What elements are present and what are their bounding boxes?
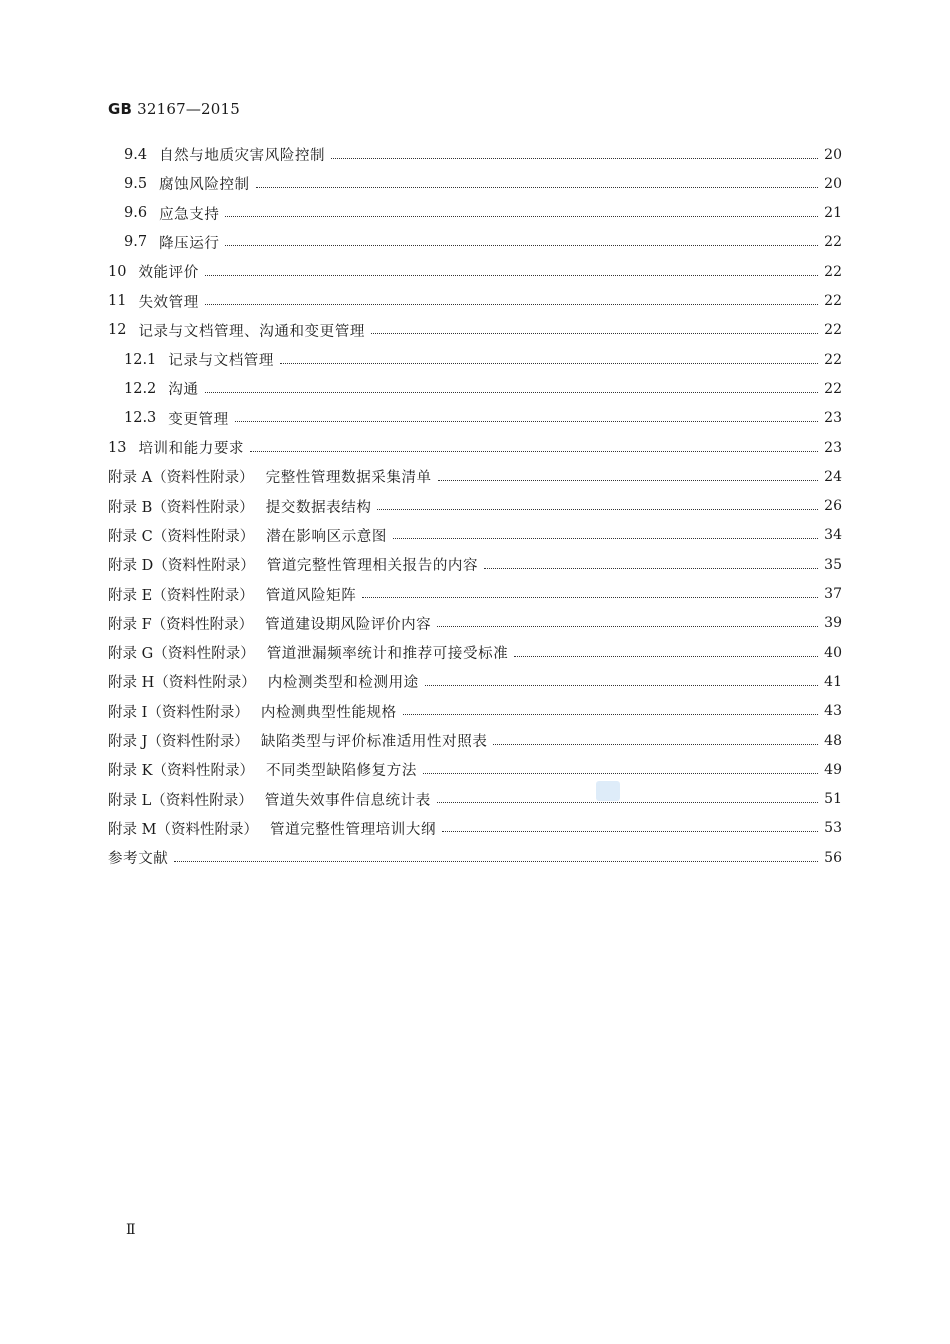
toc-entry-page: 56 [824, 849, 842, 866]
toc-entry[interactable] [108, 433, 842, 462]
toc-entry-page: 22 [824, 234, 842, 251]
dot-leader [205, 303, 818, 305]
toc-entry[interactable] [108, 550, 842, 579]
toc-entry-title: 记录与文档管理、沟通和变更管理 [138, 323, 365, 340]
toc-entry-page: 53 [824, 820, 842, 837]
dot-leader [514, 655, 818, 657]
toc-entry-title: 管道建设期风险评价内容 [265, 616, 432, 633]
toc-entry-page: 22 [824, 380, 842, 397]
toc-entry-number: 附录 D（资料性附录） [108, 558, 255, 575]
toc-entry[interactable] [108, 814, 842, 843]
toc-entry[interactable] [124, 228, 842, 257]
toc-entry-page: 40 [824, 644, 842, 661]
toc-entry-title: 应急支持 [159, 206, 220, 223]
toc-entry-number: 9.7 [124, 234, 148, 251]
dot-leader [437, 801, 818, 803]
toc-entry[interactable] [108, 257, 842, 286]
toc-entry[interactable] [124, 140, 842, 169]
toc-entry-title: 不同类型缺陷修复方法 [265, 763, 417, 780]
document-header [108, 100, 240, 118]
toc-entry-title: 管道完整性管理培训大纲 [269, 821, 437, 838]
toc-entry-page: 22 [824, 263, 842, 280]
toc-entry-page: 35 [824, 556, 842, 573]
toc-entry[interactable] [108, 462, 842, 491]
toc-entry[interactable] [108, 726, 842, 755]
dot-leader [331, 157, 818, 159]
toc-entry-page: 23 [824, 439, 842, 456]
toc-entry-number: 9.6 [124, 205, 148, 222]
toc-entry[interactable] [108, 755, 842, 784]
toc-entry-title: 管道泄漏频率统计和推荐可接受标准 [266, 646, 509, 663]
toc-entry-number: 附录 F（资料性附录） [108, 616, 254, 633]
toc-entry[interactable] [108, 785, 842, 814]
toc-entry-title: 自然与地质灾害风险控制 [159, 148, 326, 164]
toc-entry-title: 记录与文档管理 [168, 353, 274, 370]
toc-entry-page: 41 [824, 673, 842, 690]
dot-leader [174, 860, 818, 862]
dot-leader [280, 362, 818, 364]
dot-leader [484, 567, 818, 569]
toc-entry[interactable] [124, 169, 842, 198]
toc-entry-page: 20 [824, 175, 842, 192]
toc-entry-page: 22 [824, 351, 842, 368]
toc-entry[interactable] [108, 316, 842, 345]
dot-leader [423, 772, 818, 774]
dot-leader [235, 420, 818, 422]
toc-entry-page: 20 [824, 146, 842, 163]
dot-leader [493, 743, 818, 745]
toc-entry-page: 39 [824, 615, 842, 632]
dot-leader [377, 508, 818, 510]
dot-leader [437, 625, 818, 627]
toc-entry-number: 附录 L（资料性附录） [108, 792, 253, 809]
toc-entry-number: 附录 G（资料性附录） [108, 646, 255, 663]
toc-entry-number: 12.1 [124, 351, 157, 368]
toc-entry[interactable] [108, 492, 842, 521]
toc-entry-title: 失效管理 [138, 294, 199, 311]
toc-entry-number: 9.4 [124, 146, 148, 163]
toc-entry-number: 附录 J（资料性附录） [108, 734, 249, 750]
toc-entry-title: 完整性管理数据采集清单 [265, 470, 432, 487]
toc-entry-title: 参考文献 [108, 851, 169, 868]
dot-leader [225, 215, 818, 217]
dot-leader [205, 391, 819, 393]
toc-entry[interactable] [124, 199, 842, 228]
toc-entry-number: 附录 B（资料性附录） [108, 499, 254, 516]
toc-entry[interactable] [108, 521, 842, 550]
toc-entry-page: 37 [824, 586, 842, 602]
toc-entry-title: 培训和能力要求 [138, 441, 245, 457]
toc-entry-title: 管道失效事件信息统计表 [264, 792, 431, 809]
standard-number: 32167—2015 [137, 100, 241, 118]
dot-leader [205, 274, 818, 276]
toc-entry-number: 附录 K（资料性附录） [108, 763, 254, 780]
toc-entry[interactable] [108, 697, 842, 726]
toc-entry-number: 9.5 [124, 175, 148, 192]
toc-entry-title: 内检测类型和检测用途 [267, 675, 419, 692]
toc-entry-title: 管道风险矩阵 [265, 587, 357, 604]
dot-leader [362, 596, 818, 598]
dot-leader [225, 244, 818, 246]
toc-entry-page: 51 [824, 791, 842, 808]
dot-leader [403, 713, 818, 715]
toc-entry[interactable] [124, 345, 842, 374]
toc-entry-title: 潜在影响区示意图 [266, 528, 388, 545]
toc-entry-number: 12.3 [124, 410, 157, 427]
toc-entry[interactable] [108, 287, 842, 316]
toc-entry-title: 降压运行 [159, 235, 220, 252]
dot-leader [442, 830, 818, 832]
toc-entry-page: 23 [824, 410, 842, 427]
toc-entry-title: 腐蚀风险控制 [159, 177, 250, 194]
toc-entry-number: 11 [108, 293, 127, 309]
page-number: Ⅱ [126, 1222, 136, 1238]
toc-entry-title: 内检测典型性能规格 [260, 704, 397, 721]
toc-entry-title: 效能评价 [138, 265, 199, 282]
toc-entry-page: 49 [824, 761, 842, 778]
toc-entry[interactable] [124, 404, 842, 433]
watermark-logo [596, 781, 620, 801]
toc-entry[interactable] [108, 609, 842, 638]
dot-leader [250, 450, 818, 452]
dot-leader [393, 537, 818, 539]
toc-entry-number: 附录 M（资料性附录） [108, 821, 258, 838]
toc-entry-number: 12 [108, 322, 127, 339]
toc-entry-number: 13 [108, 439, 127, 456]
toc-entry-page: 24 [824, 468, 842, 485]
dot-leader [425, 684, 818, 686]
toc-entry-page: 43 [824, 703, 842, 720]
standard-code: GB [108, 100, 133, 118]
toc-entry-number: 附录 H（资料性附录） [108, 675, 256, 692]
dot-leader [438, 479, 818, 481]
toc-entry[interactable] [108, 667, 842, 696]
toc-entry-number: 12.2 [124, 380, 157, 397]
toc-entry-title: 提交数据表结构 [265, 499, 372, 516]
toc-entry-page: 21 [824, 205, 842, 222]
toc-entry-number: 附录 A（资料性附录） [108, 470, 254, 487]
toc-entry-title: 变更管理 [168, 411, 229, 428]
toc-entry-page: 26 [824, 498, 842, 515]
toc-entry[interactable] [124, 374, 842, 403]
toc-entry-page: 22 [824, 322, 842, 339]
toc-entry-title: 沟通 [168, 382, 199, 399]
toc-entry-number: 10 [108, 263, 127, 280]
toc-entry[interactable] [108, 580, 842, 609]
toc-entry-number: 附录 C（资料性附录） [108, 528, 255, 545]
toc-entry-title: 缺陷类型与评价标准适用性对照表 [260, 734, 488, 750]
dot-leader [371, 332, 818, 334]
toc-entry-title: 管道完整性管理相关报告的内容 [266, 558, 479, 575]
toc-entry-number: 附录 I（资料性附录） [108, 704, 249, 721]
dot-leader [256, 186, 818, 188]
toc-entry-page: 48 [824, 732, 842, 749]
toc-entry[interactable] [108, 843, 842, 872]
toc-entry-page: 22 [824, 293, 842, 309]
toc-entry[interactable] [108, 638, 842, 667]
toc-entry-page: 34 [824, 527, 842, 544]
toc-entry-number: 附录 E（资料性附录） [108, 587, 254, 604]
